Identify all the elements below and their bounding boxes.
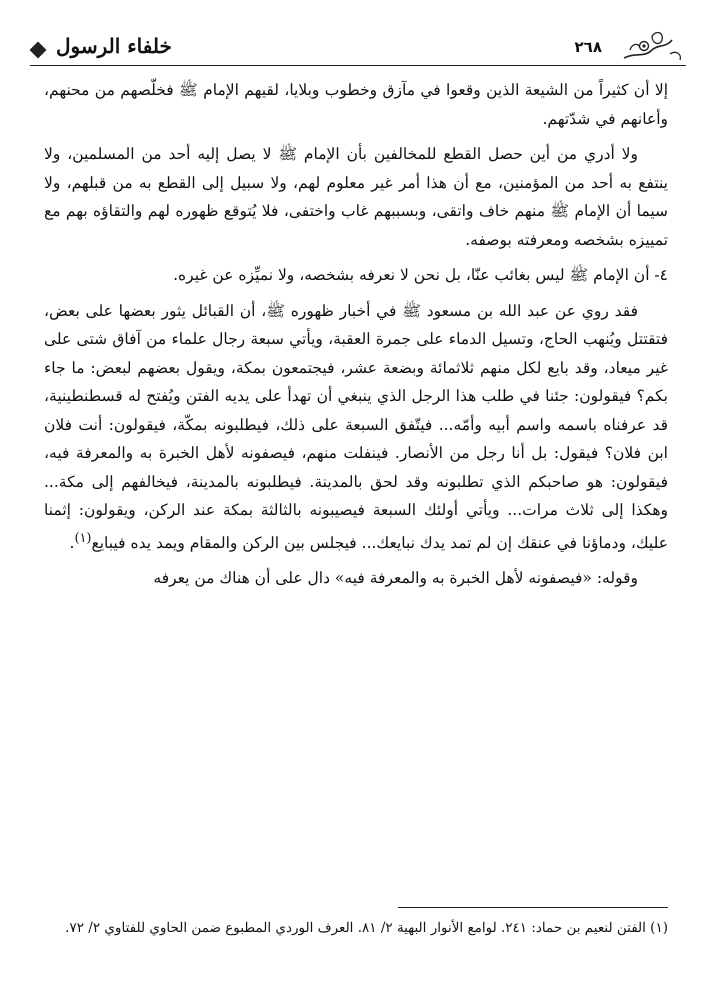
footnote-text: (١) الفتن لنعيم بن حماد: ٢٤١. لوامع الأنوار البهية ٢/ ٨١. العرف الوردي المطبوع ضمن الحاوي للفتاوي ٢/ ٧٢. [65,920,668,936]
running-title: خلفاء الرسول [56,34,172,58]
paragraph-3: ٤- أن الإمام ﷺ ليس بغائب عنّا، بل نحن لا نعرفه بشخصه، ولا نميِّزه عن غيره. [173,266,668,284]
paragraph-2: ولا أدري من أين حصل القطع للمخالفين بأن الإمام ﷺ لا يصل إليه أحد من المسلمين، ولا ينتفع به أحد من المؤمنين، مع أن هذا أمر غير معلوم لهم، ولا سبيل إلى القطع به من قبلهم، ولا سيما أن الإمام ﷺ منهم خاف واتقى، وبسببهم غاب واختفى، فلا يُتوقع ظهوره لهم والتقاؤه بهم مع تمييزه بشخصه ومعرفته بوصفه. [44,145,668,249]
paragraph-1: إلا أن كثيراً من الشيعة الذين وقعوا في مآزق وخطوب وبلايا، لقيهم الإمام ﷺ فخلّصهم من محنهم، وأعانهم في شدّتهم. [44,81,668,128]
page-header [30,34,686,70]
page-number: ٢٦٨ [574,38,602,56]
paragraph-5: وقوله: «فيصفونه لأهل الخبرة به والمعرفة فيه» دال على أن هناك من يعرفه [153,569,638,588]
floral-ornament-icon [622,28,686,64]
paragraph-4: فقد روي عن عبد الله بن مسعود ﷺ في أخبار ظهوره ﷺ، أن القبائل يثور بعضها على بعض، فتقتتل ويُنهب الحاج، وتسيل الدماء على جمرة العقبة، ويأتي سبعة رجال علماء من آفاق شتى على غير ميعاد، وقد بايع لكل منهم ثلاثمائة وبضعة عشر، فيجتمعون بمكة، ويقول بعضهم لبعض: ما جاء بكم؟ فيقولون: جئنا في طلب هذا الرجل الذي ينبغي أن تهدأ على يديه الفتن ويُفتح له قسطنطينية، قد عرفناه باسمه واسم أبيه وأمّه... فيتّفق السبعة على ذلك، فيطلبونه بمكّة، فيقولون: أنت فلان ابن فلان؟ فيقول: بل أنا رجل من الأنصار. فينفلت منهم، فيصفونه لأهل الخبرة به والمعرفة فيه، فيقولون: هو صاحبكم الذي تطلبونه وقد لحق بالمدينة. فيطلبونه بالمدينة، فيخالفهم إلى مكة... وهكذا إلى ثلاث مرات... ويأتي أولئك السبعة فيصيبونه بالثالثة بمكة عند الركن، ويقولون: إثمنا عليك، ودماؤنا في عنقك إن لم تمد يدك نبايعك... فيجلس بين الركن والمقام ويمد يده فيبايع$^{(١)}$. [44,301,668,552]
footnote-reference: (١) [74,530,92,546]
header-rule [30,65,686,66]
footnote [44,915,668,941]
main-text [44,76,668,600]
paragraph-4-text: فقد روي عن عبد الله بن مسعود ﷺ في أخبار ظهوره ﷺ، أن القبائل يثور بعضها على بعض، فتقتتل ويُنهب الحاج، وتسيل الدماء على جمرة العقبة، ويأتي سبعة رجال علماء من آفاق شتى على غير ميعاد، وقد بايع لكل منهم ثلاثمائة وبضعة عشر، فيجتمعون بمكة، ويقول بعضهم لبعض: ما جاء بكم؟ فيقولون: جئنا في طلب هذا الرجل الذي ينبغي أن تهدأ على يديه الفتن ويُفتح له قسطنطينية، قد عرفناه باسمه واسم أبيه وأمّه... فيتّفق السبعة على ذلك، فيطلبونه بمكّة، فيقولون: أنت فلان ابن فلان؟ فيقول: بل أنا رجل من الأنصار. فينفلت منهم، فيصفونه لأهل الخبرة به والمعرفة فيه، فيقولون: هو صاحبكم الذي تطلبونه وقد لحق بالمدينة. فيطلبونه بالمدينة، فيخالفهم إلى مكة... وهكذا إلى ثلاث مرات... ويأتي أولئك السبعة فيصيبونه بالثالثة بمكة عند الركن، ويقولون: إثمنا عليك، ودماؤنا في عنقك إن لم تمد يدك نبايعك... فيجلس بين الركن والمقام ويمد يده فيبايع [44,301,668,552]
footnote-separator [398,907,668,908]
diamond-ornament-icon [30,42,47,59]
